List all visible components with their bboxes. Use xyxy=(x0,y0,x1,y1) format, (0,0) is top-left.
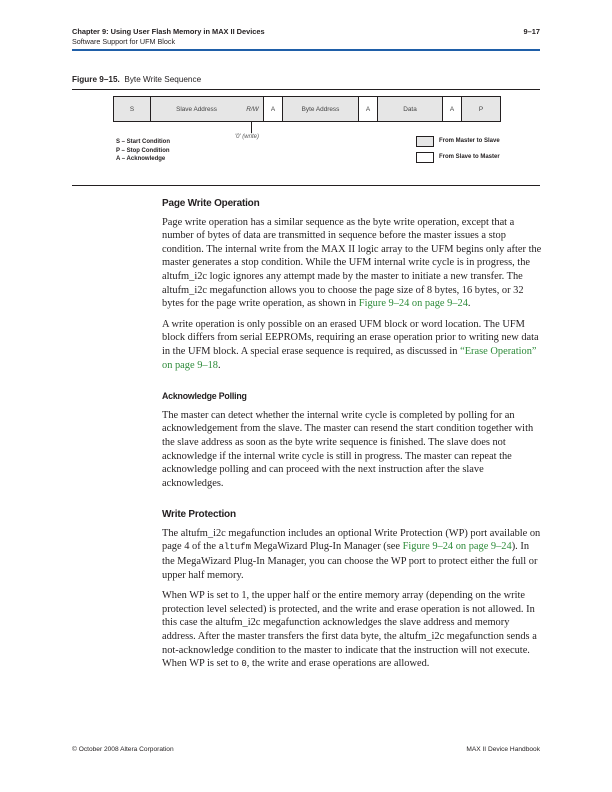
rw-pointer xyxy=(251,122,252,133)
cell-ack: A xyxy=(263,96,283,122)
paragraph xyxy=(162,589,544,672)
figure-bottom-rule xyxy=(72,185,540,186)
paragraph xyxy=(162,318,544,372)
cell-stop: P xyxy=(461,96,501,122)
figure-caption xyxy=(72,75,201,84)
paragraph: The master can detect whether the internal write cycle is completed by polling for an acknowledgement from the slave. The master can resend the start condition together with the slave address as soon as the byte write sequence is finished. The slave does not acknowledge if the internal write cycle is still in progress. The master can repeat the acknowledge polling and can proceed with the next instruction after the slave acknowledges. xyxy=(162,409,534,489)
section-title: Software Support for UFM Block xyxy=(72,37,176,46)
figure-link[interactable]: Figure 9–24 on page 9–24 xyxy=(358,298,468,310)
paragraph xyxy=(162,527,544,582)
header-rule xyxy=(72,49,540,51)
text: The altufm_i2c megafunction includes an optional Write Protection (WP) port available on page 4 of the xyxy=(162,527,541,553)
cell-byte-address: Byte Address xyxy=(282,96,359,122)
erase-operation-link[interactable]: “Erase Operation” on page 9–18 xyxy=(162,345,537,371)
text: A write operation is only possible on an erased UFM block or word location. The UFM block differs from serial EEPROMs, requiring an erase operation prior to writing new data in the UFM block. A special erase sequence is required, as discussed in xyxy=(162,318,539,357)
text: . xyxy=(467,298,471,310)
body-content xyxy=(162,197,544,679)
rw-note: '0' (write) xyxy=(235,134,259,140)
heading-write-protection: Write Protection xyxy=(162,509,236,521)
heading-page-write: Page Write Operation xyxy=(162,198,260,209)
cell-slave-address: Slave Address xyxy=(150,96,243,122)
text: Page write operation has a similar sequence as the byte write operation, except that a number of bytes of data are transmitted in sequence before the master issues a stop condition. The internal write from the MAX II logic array to the UFM begins only after the master generates a stop condition. While the UFM internal write cycle is in progress, the altufm_i2c logic ignores any attempt made by the master to initiate a new transfer. The altufm_i2c megafunction allows you to choose the page size of 8 bytes, 16 bytes, or 32 bytes for the page write operation, as shown in xyxy=(162,216,542,310)
cell-data: Data xyxy=(377,96,443,122)
legend-start: S – Start Condition xyxy=(116,139,170,145)
figure-title: Byte Write Sequence xyxy=(124,75,202,84)
figure-label: Figure 9–15. xyxy=(72,75,120,84)
cell-ack: A xyxy=(358,96,378,122)
code-zero: 0 xyxy=(241,659,247,670)
footer-handbook: MAX II Device Handbook xyxy=(466,746,540,753)
text: When WP is set to 1, the upper half or the entire memory array (depending on the write protection level selected) is protected, and the write and erase operation is not allowed. In this case the altufm_i2c megafunction acknowledges the slave address and memory address. After the master transfers the first data byte, the altufm_i2c megafunction sends a not-acknowledge condition to the master to indicate that the instruction will not execute. When WP is set to xyxy=(162,590,537,670)
page-number: 9–17 xyxy=(523,27,540,36)
legend-stop: P – Stop Condition xyxy=(116,148,170,154)
text: MegaWizard Plug-In Manager (see xyxy=(250,541,403,553)
code-altufm: altufm xyxy=(218,542,251,553)
legend-ack: A – Acknowledge xyxy=(116,156,166,162)
heading-acknowledge-polling: Acknowledge Polling xyxy=(162,391,247,402)
figure-link[interactable]: Figure 9–24 on page 9–24 xyxy=(402,541,512,553)
cell-rw: R/W xyxy=(242,96,264,122)
key-master-swatch xyxy=(416,136,434,147)
text: , the write and erase operations are allowed. xyxy=(246,658,430,670)
figure-top-rule xyxy=(72,89,540,90)
paragraph xyxy=(162,216,544,311)
footer-copyright: © October 2008 Altera Corporation xyxy=(72,746,174,753)
text: . xyxy=(217,359,221,371)
cell-ack: A xyxy=(442,96,462,122)
key-slave-swatch xyxy=(416,152,434,163)
chapter-title: Chapter 9: Using User Flash Memory in MAX II Devices xyxy=(72,27,265,36)
cell-start: S xyxy=(113,96,151,122)
key-master-label: From Master to Slave xyxy=(439,138,500,144)
key-slave-label: From Slave to Master xyxy=(439,154,500,160)
text: ). In the MegaWizard Plug-In Manager, you can choose the WP port to protect either the full or upper half memory. xyxy=(162,541,538,581)
